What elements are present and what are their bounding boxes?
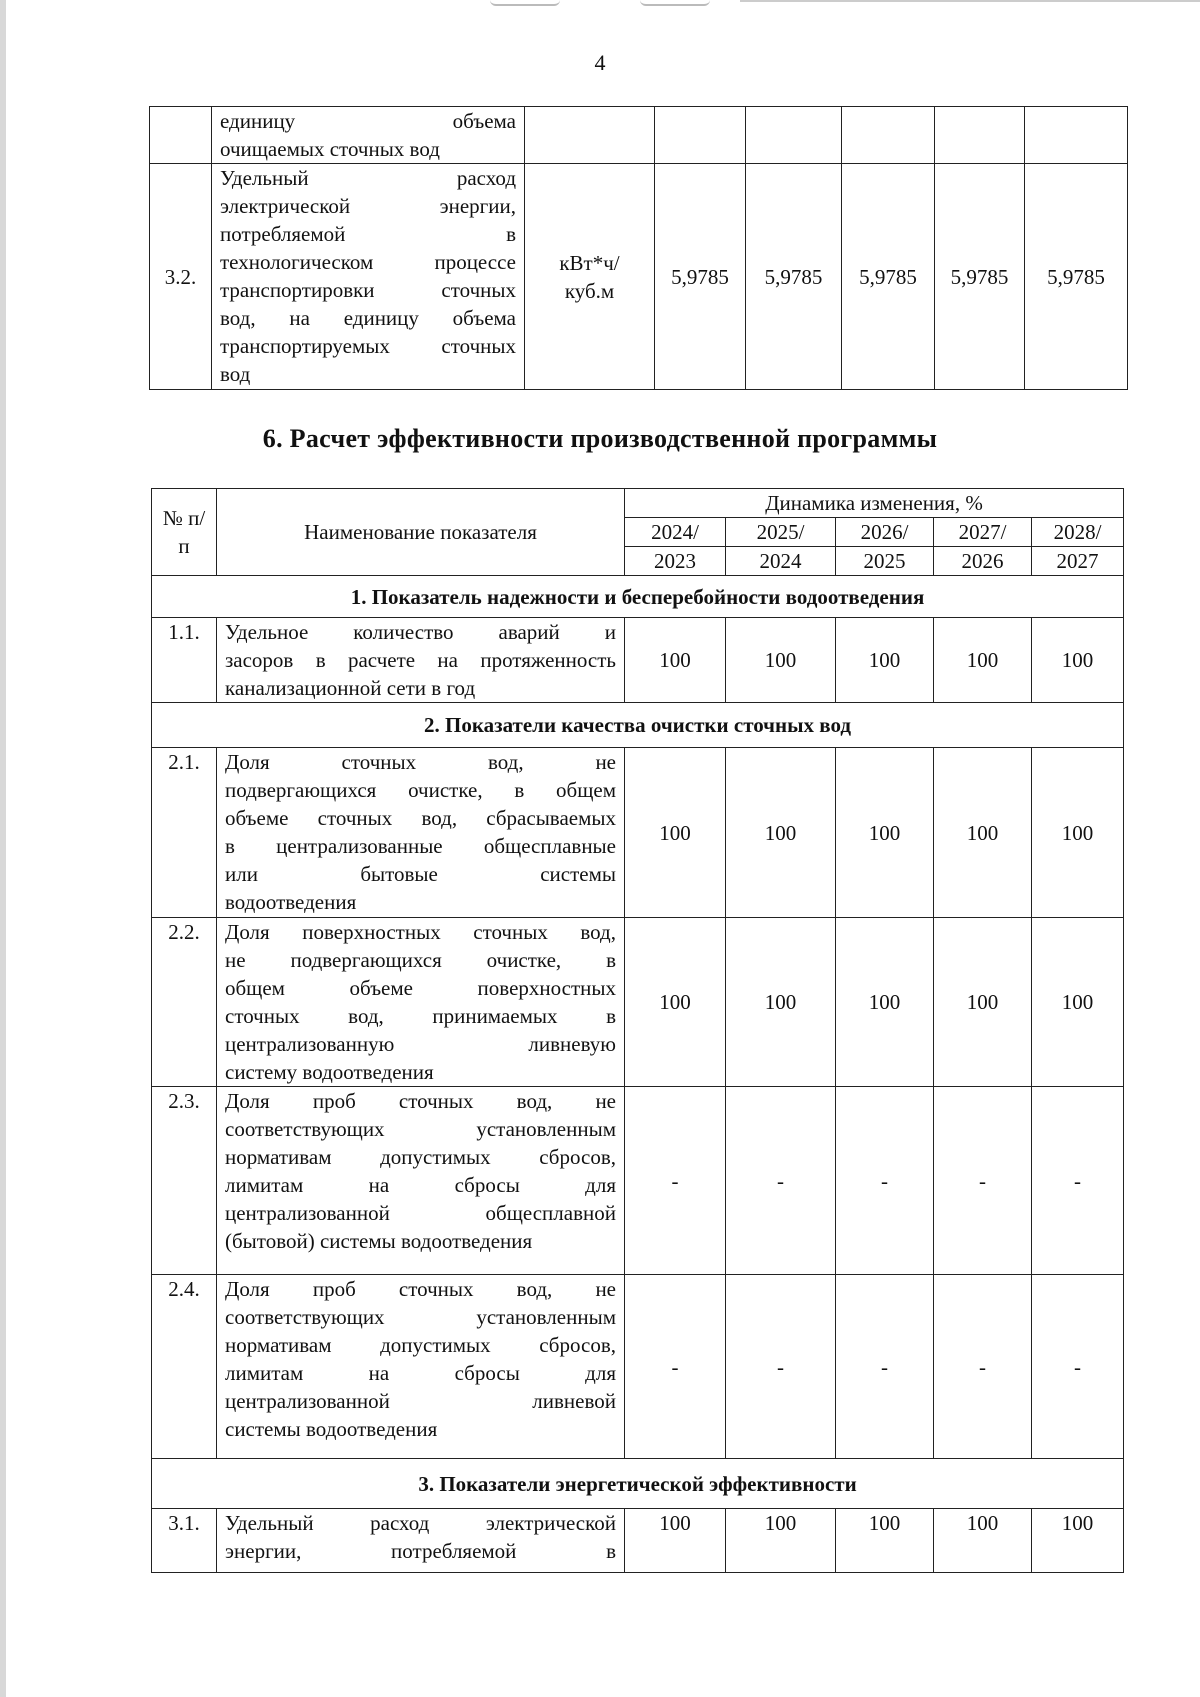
row-number: 3.1. [152, 1509, 217, 1573]
row-number: 2.3. [152, 1087, 217, 1275]
name-line: (бытовой) системы водоотведения [225, 1229, 533, 1253]
row-number: 3.2. [150, 164, 212, 390]
name-line: в централизованные общесплавные [225, 834, 616, 858]
row-number: 2.2. [152, 918, 217, 1087]
name-line: канализационной сети в год [225, 676, 476, 700]
value-cell [1025, 107, 1128, 164]
value-cell: - [625, 1087, 726, 1275]
header-num: № п/п [152, 489, 217, 576]
value-cell: - [726, 1087, 836, 1275]
value-cell: 100 [1032, 748, 1124, 918]
value-cell [746, 107, 842, 164]
name-line: транспортировки сточных [220, 278, 516, 302]
value-cell [842, 107, 935, 164]
section-row [152, 576, 1124, 618]
section-title: 2. Показатели качества очистки сточных вод [152, 703, 1124, 748]
header-dynamics: Динамика изменения, % [625, 489, 1124, 518]
section-title: 1. Показатель надежности и бесперебойности водоотведения [152, 576, 1124, 618]
scan-line [740, 0, 1200, 2]
indicator-name [217, 918, 625, 1087]
value-cell: 100 [726, 748, 836, 918]
value-cell: 100 [625, 918, 726, 1087]
name-line: подвергающихся очистке, в общем [225, 778, 616, 802]
value-cell: - [726, 1275, 836, 1459]
indicator-name [217, 1275, 625, 1459]
row-number: 2.1. [152, 748, 217, 918]
value-cell: 100 [625, 1509, 726, 1573]
year-top: 2025/ [726, 518, 836, 547]
value-cell [655, 107, 746, 164]
name-line: централизованной ливневой [225, 1389, 616, 1413]
table-row [150, 107, 1128, 164]
row-number: 1.1. [152, 618, 217, 703]
indicator-name [217, 1087, 625, 1275]
name-line: засоров в расчете на протяженность [225, 648, 616, 672]
value-cell: 100 [836, 1509, 934, 1573]
name-line: систему водоотведения [225, 1060, 434, 1084]
name-line: вод [220, 362, 251, 386]
table-row [152, 1275, 1124, 1459]
unit-cell [525, 107, 655, 164]
name-line: общем объеме поверхностных [225, 976, 616, 1000]
value-cell: - [934, 1275, 1032, 1459]
page-number: 4 [594, 50, 606, 75]
value-cell: 100 [726, 618, 836, 703]
name-line: Доля проб сточных вод, не [225, 1089, 616, 1113]
value-cell: 100 [836, 748, 934, 918]
top-table [149, 106, 1128, 390]
value-cell: 100 [625, 618, 726, 703]
indicator-name [212, 164, 525, 390]
value-cell: 100 [934, 1509, 1032, 1573]
efficiency-table [151, 488, 1124, 1573]
name-line: вод, на единицу объема [220, 306, 516, 330]
value-cell: - [625, 1275, 726, 1459]
table-row [150, 164, 1128, 390]
name-line: водоотведения [225, 890, 357, 914]
name-line: нормативам допустимых сбросов, [225, 1333, 616, 1357]
name-line: лимитам на сбросы для [225, 1173, 616, 1197]
year-top: 2028/ [1032, 518, 1124, 547]
name-line: лимитам на сбросы для [225, 1361, 616, 1385]
name-line: объеме сточных вод, сбрасываемых [225, 806, 616, 830]
value-cell: 5,9785 [655, 164, 746, 390]
year-bottom: 2026 [934, 547, 1032, 576]
indicator-name [212, 107, 525, 164]
value-cell: 100 [1032, 918, 1124, 1087]
value-cell: - [836, 1087, 934, 1275]
name-line: электрической энергии, [220, 194, 516, 218]
section-title: 3. Показатели энергетической эффективности [152, 1459, 1124, 1509]
value-cell: 100 [726, 1509, 836, 1573]
name-line: не подвергающихся очистке, в [225, 948, 616, 972]
year-bottom: 2023 [625, 547, 726, 576]
section-row [152, 1459, 1124, 1509]
year-top: 2026/ [836, 518, 934, 547]
year-top: 2024/ [625, 518, 726, 547]
section-row [152, 703, 1124, 748]
scan-mark [490, 0, 560, 6]
value-cell: 100 [726, 918, 836, 1087]
value-cell: 5,9785 [746, 164, 842, 390]
header-row [152, 489, 1124, 518]
row-number [150, 107, 212, 164]
indicator-name [217, 748, 625, 918]
name-line: энергии, потребляемой в [225, 1539, 616, 1563]
name-line: потребляемой в [220, 222, 516, 246]
indicator-name [217, 618, 625, 703]
value-cell: - [934, 1087, 1032, 1275]
value-cell: - [1032, 1275, 1124, 1459]
name-line: соответствующих установленным [225, 1117, 616, 1141]
name-line: системы водоотведения [225, 1417, 438, 1441]
name-line: очищаемых сточных вод [220, 137, 440, 161]
year-top: 2027/ [934, 518, 1032, 547]
value-cell: 5,9785 [842, 164, 935, 390]
name-line: сточных вод, принимаемых в [225, 1004, 616, 1028]
row-number: 2.4. [152, 1275, 217, 1459]
scan-mark [640, 0, 710, 6]
name-line: Доля проб сточных вод, не [225, 1277, 616, 1301]
value-cell [935, 107, 1025, 164]
value-cell: 100 [625, 748, 726, 918]
value-cell: 100 [836, 918, 934, 1087]
table-row [152, 1509, 1124, 1573]
name-line: или бытовые системы [225, 862, 616, 886]
indicator-name [217, 1509, 625, 1573]
value-cell: 100 [1032, 618, 1124, 703]
header-name: Наименование показателя [217, 489, 625, 576]
name-line: единицу объема [220, 109, 516, 133]
name-line: Удельный расход [220, 166, 516, 190]
year-bottom: 2025 [836, 547, 934, 576]
value-cell: 100 [836, 618, 934, 703]
name-line: Удельное количество аварий и [225, 620, 616, 644]
value-cell: - [1032, 1087, 1124, 1275]
table-row [152, 918, 1124, 1087]
value-cell: 5,9785 [935, 164, 1025, 390]
value-cell: 100 [934, 918, 1032, 1087]
value-cell: 100 [934, 748, 1032, 918]
value-cell: 100 [934, 618, 1032, 703]
name-line: централизованную ливневую [225, 1032, 616, 1056]
section-heading: 6. Расчет эффективности производственной программы [262, 424, 938, 453]
name-line: соответствующих установленным [225, 1305, 616, 1329]
name-line: технологическом процессе [220, 250, 516, 274]
year-bottom: 2024 [726, 547, 836, 576]
name-line: Доля сточных вод, не [225, 750, 616, 774]
name-line: Доля поверхностных сточных вод, [225, 920, 616, 944]
scan-edge [0, 0, 6, 1697]
value-cell: 100 [1032, 1509, 1124, 1573]
name-line: централизованной общесплавной [225, 1201, 616, 1225]
unit-cell: кВт*ч/ куб.м [525, 164, 655, 390]
table-row [152, 748, 1124, 918]
name-line: Удельный расход электрической [225, 1511, 616, 1535]
table-row [152, 618, 1124, 703]
year-bottom: 2027 [1032, 547, 1124, 576]
name-line: нормативам допустимых сбросов, [225, 1145, 616, 1169]
value-cell: - [836, 1275, 934, 1459]
table-row [152, 1087, 1124, 1275]
value-cell: 5,9785 [1025, 164, 1128, 390]
name-line: транспортируемых сточных [220, 334, 516, 358]
